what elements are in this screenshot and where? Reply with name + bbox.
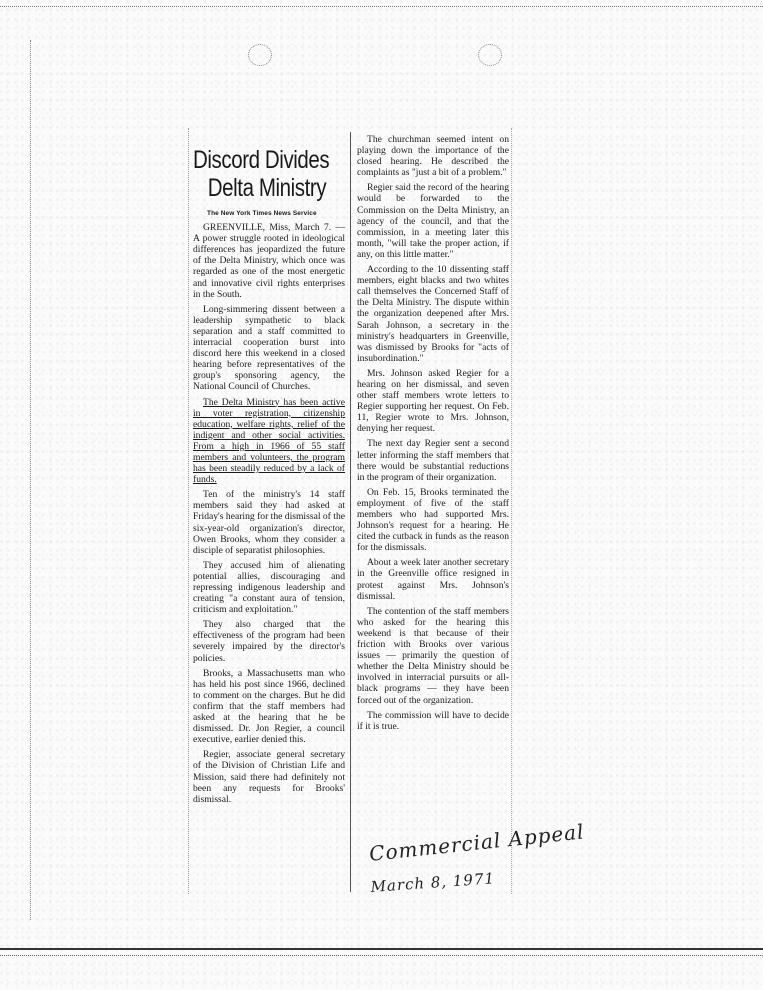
headline-line-1: Discord Divides: [193, 146, 330, 174]
headline: [193, 146, 345, 202]
newspaper-clipping: [188, 128, 512, 894]
paragraph: The contention of the staff members who asked for the hearing this weekend is that because of their friction with Brooks over various issues — primarily the question of whether the Delta Ministry should be involved in interracial pursuits or all-black programs — they have been forced out of the organization.: [357, 605, 509, 706]
paragraph: The commission will have to decide if it is true.: [357, 709, 509, 732]
paragraph: Mrs. Johnson asked Regier for a hearing on her dismissal, and seven other staff members wrote letters to Regier supporting her request. On Feb. 11, Regier wrote to Mrs. Johnson, denying her request.: [357, 367, 509, 435]
column-right: [357, 134, 509, 736]
paragraph: On Feb. 15, Brooks terminated the employment of five of the staff members who had supported Mrs. Johnson's request for a hearing. He cited the cutback in funds as the reason for the dismissals.: [357, 486, 509, 554]
column-divider: [350, 132, 351, 892]
bottom-rule: [0, 948, 763, 950]
paragraph: They also charged that the effectiveness of the program had been severely impaired by the director's policies.: [193, 619, 345, 664]
paragraph: About a week later another secretary in the Greenville office resigned in protest against Mrs. Johnson's dismissal.: [357, 557, 509, 602]
punch-hole-left: [248, 44, 272, 66]
paragraph: Regier, associate general secretary of the Division of Christian Life and Mission, said there had definitely not been any requests for Brooks' dismissal.: [193, 749, 345, 805]
left-edge-shadow: [30, 40, 33, 920]
column-left: [193, 134, 345, 809]
paragraph: According to the 10 dissenting staff members, eight blacks and two whites call themselves the Concerned Staff of the Delta Ministry. The dispute within the organization deepened after Mrs. Sarah Johnson, a secretary in the ministry's headquarters in Greenville, was dismissed by Brooks for "acts of insubordination.": [357, 264, 509, 364]
paragraph: Ten of the ministry's 14 staff members said they had asked at Friday's hearing for the dismissal of the six-year-old organization's director, Owen Brooks, whom they consider a disciple of separatist philosophies.: [193, 489, 346, 556]
punch-hole-right: [478, 44, 502, 66]
paragraph: The churchman seemed intent on playing down the importance of the closed hearing. He described the complaints as "just a bit of a problem.": [357, 134, 509, 179]
paragraph: They accused him of alienating potential allies, discouraging and repressing indigenous leadership and creating "a constant aura of tension, criticism and exploitation.": [193, 559, 345, 616]
headline-line-2: Delta Ministry: [207, 174, 327, 202]
paragraph-underlined: The Delta Ministry has been active in voter registration, citizenship education, welfare rights, relief of the indigent and other social activities. From a high in 1966 of 55 staff members and volunteers, the program has been steadily reduced by a lack of funds.: [193, 396, 345, 486]
wire-credit: The New York Times News Service: [207, 210, 317, 217]
bottom-rule-dotted: [0, 955, 763, 956]
paragraph: Brooks, a Massachusetts man who has held his post since 1966, declined to comment on the charges. But he did confirm that the staff members had asked at the hearing that he be dismissed. Dr. Jon Regier, a council executive, earlier denied this.: [193, 667, 345, 746]
paragraph: Long-simmering dissent between a leadership sympathetic to black separation and a staff committed to interracial cooperation burst into discord here this weekend in a closed hearing before representatives of the group's sponsoring agency, the National Council of Churches.: [193, 303, 345, 393]
paragraph: Regier said the record of the hearing would be forwarded to the Commission on the Delta Ministry, an agency of the council, and that the commission, in a meeting later this month, "will take the proper action, if any, on this little matter.": [357, 182, 509, 260]
paragraph: GREENVILLE, Miss, March 7. — A power struggle rooted in ideological differences has jeopardized the future of the Delta Ministry, which once was regarded as one of the most energetic and innovative civil rights enterprises in the South.: [193, 222, 345, 300]
top-border: [0, 0, 763, 7]
handwritten-date: March 8, 1971: [370, 869, 496, 896]
paragraph: The next day Regier sent a second letter informing the staff members that there would be substantial reductions in the program of their organization.: [357, 438, 509, 483]
handwritten-source: Commercial Appeal: [368, 819, 586, 866]
